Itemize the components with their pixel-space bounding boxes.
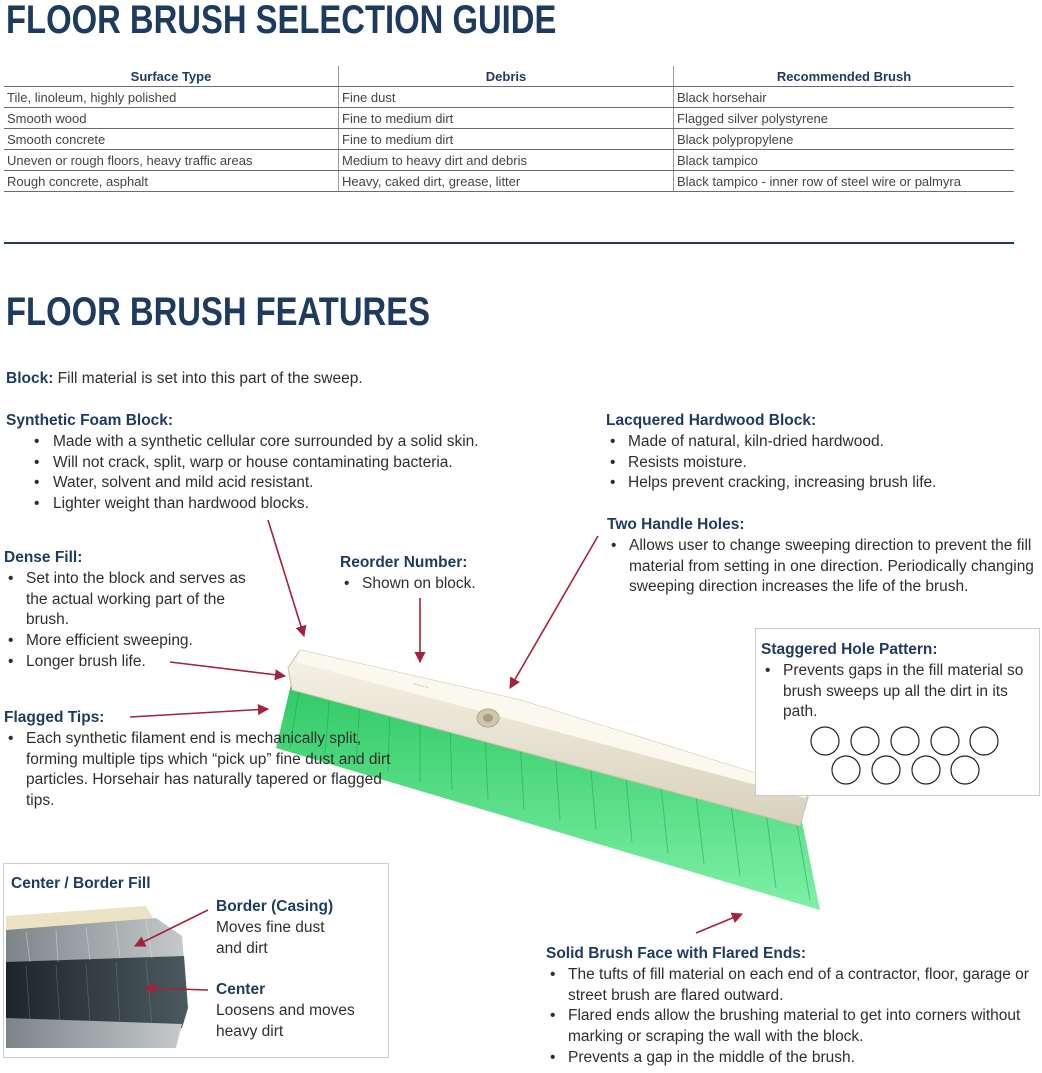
column-header: Debris bbox=[339, 66, 674, 87]
list-item: • Longer brush life. bbox=[4, 652, 259, 673]
border-text: Moves fine dust and dirt bbox=[216, 918, 325, 957]
table-cell: Medium to heavy dirt and debris bbox=[339, 150, 674, 171]
table-cell: Fine dust bbox=[339, 87, 674, 108]
section-title: Two Handle Holes: bbox=[607, 516, 745, 533]
list-item: • Made with a synthetic cellular core surrounded by a solid skin. bbox=[6, 432, 566, 453]
table-cell: Black horsehair bbox=[674, 87, 1015, 108]
list-item: • Water, solvent and mild acid resistant. bbox=[6, 473, 566, 494]
center-title: Center bbox=[216, 981, 266, 998]
list-item: • The tufts of fill material on each end of a contractor, floor, garage or street brush are flared outward. bbox=[546, 965, 1032, 1007]
hole-pattern-diagram bbox=[800, 722, 1005, 788]
table-cell: Heavy, caked dirt, grease, litter bbox=[339, 171, 674, 192]
list-item: • Helps prevent cracking, increasing brush life. bbox=[606, 473, 1026, 494]
table-cell: Black polypropylene bbox=[674, 129, 1015, 150]
column-header: Surface Type bbox=[4, 66, 339, 87]
reorder-number bbox=[340, 553, 540, 595]
list-item: • Lighter weight than hardwood blocks. bbox=[6, 494, 566, 515]
block-text: Fill material is set into this part of the sweep. bbox=[53, 370, 363, 387]
list-item: • Shown on block. bbox=[340, 574, 540, 595]
section-title: Flagged Tips: bbox=[4, 709, 105, 726]
table-cell: Flagged silver polystyrene bbox=[674, 108, 1015, 129]
block-label: Block: bbox=[6, 370, 54, 387]
table-cell: Tile, linoleum, highly polished bbox=[4, 87, 339, 108]
solid-brush-face bbox=[546, 944, 1032, 1069]
hardwood-block bbox=[606, 411, 1026, 494]
flagged-tips bbox=[4, 708, 404, 812]
svg-text:~~~~: ~~~~ bbox=[411, 681, 430, 692]
list-item: • Will not crack, split, warp or house contaminating bacteria. bbox=[6, 453, 566, 474]
two-handle-holes bbox=[607, 515, 1035, 598]
section-title: Lacquered Hardwood Block: bbox=[606, 412, 817, 429]
section-title: Reorder Number: bbox=[340, 554, 468, 571]
list-item: • Set into the block and serves as the actual working part of the brush. bbox=[4, 569, 259, 631]
features-title: FLOOR BRUSH FEATURES bbox=[6, 290, 430, 334]
table-cell: Fine to medium dirt bbox=[339, 108, 674, 129]
section-title: Dense Fill: bbox=[4, 549, 83, 566]
center-fill bbox=[216, 980, 376, 1042]
block-note bbox=[6, 369, 363, 390]
list-item: • Prevents a gap in the middle of the brush. bbox=[546, 1048, 1032, 1069]
section-title: Synthetic Foam Block: bbox=[6, 412, 174, 429]
table-cell: Black tampico bbox=[674, 150, 1015, 171]
synthetic-foam-block bbox=[6, 411, 566, 515]
center-border-title: Center / Border Fill bbox=[11, 875, 151, 892]
dense-fill bbox=[4, 548, 259, 673]
list-item: • Made of natural, kiln-dried hardwood. bbox=[606, 432, 1026, 453]
table-cell: Fine to medium dirt bbox=[339, 129, 674, 150]
center-border-brush-image bbox=[6, 898, 191, 1050]
table-cell: Smooth concrete bbox=[4, 129, 339, 150]
list-item: • Flared ends allow the brushing material to get into corners without marking or scraping the wall with the block. bbox=[546, 1006, 1032, 1048]
list-item: • More efficient sweeping. bbox=[4, 631, 259, 652]
border-title: Border (Casing) bbox=[216, 898, 334, 915]
staggered-hole-pattern bbox=[761, 640, 1031, 723]
table-cell: Rough concrete, asphalt bbox=[4, 171, 339, 192]
list-item: • Allows user to change sweeping direction to prevent the fill material from setting in one direction. Periodically changing sweeping direction increases the life of the brush. bbox=[607, 536, 1035, 598]
list-item: • Resists moisture. bbox=[606, 453, 1026, 474]
center-text: Loosens and moves heavy dirt bbox=[216, 1001, 355, 1040]
section-title: Staggered Hole Pattern: bbox=[761, 641, 938, 658]
list-item: • Prevents gaps in the fill material so brush sweeps up all the dirt in its path. bbox=[761, 661, 1031, 723]
section-title: Solid Brush Face with Flared Ends: bbox=[546, 945, 807, 962]
column-header: Recommended Brush bbox=[674, 66, 1015, 87]
guide-title: FLOOR BRUSH SELECTION GUIDE bbox=[6, 0, 557, 42]
border-casing bbox=[216, 897, 376, 959]
list-item: • Each synthetic filament end is mechanically split, forming multiple tips which “pick up” fine dust and dirt particles. Horsehair has naturally tapered or flagged tips. bbox=[4, 729, 404, 812]
table-cell: Black tampico - inner row of steel wire or palmyra bbox=[674, 171, 1015, 192]
table-cell: Smooth wood bbox=[4, 108, 339, 129]
table-cell: Uneven or rough floors, heavy traffic areas bbox=[4, 150, 339, 171]
